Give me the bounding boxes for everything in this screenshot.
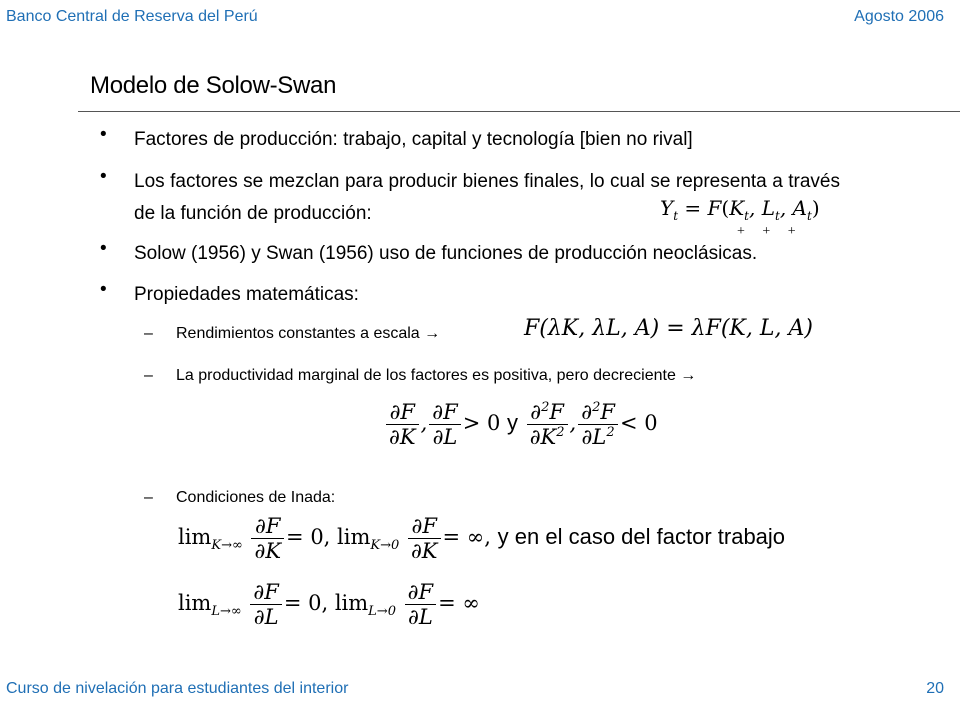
sub-inada: Condiciones de Inada: [176, 489, 336, 506]
sub-marker: – [144, 489, 153, 506]
title-rule [78, 111, 960, 112]
page-number: 20 [926, 680, 944, 697]
footer-course: Curso de nivelación para estudiantes del interior [6, 680, 349, 697]
sub-productividad: La productividad marginal de los factores es positiva, pero decreciente → [176, 367, 697, 384]
bullet-solow-swan: Solow (1956) y Swan (1956) uso de funciones de producción neoclásicas. [134, 243, 758, 264]
inada-note: y en el caso del factor trabajo [497, 524, 786, 549]
bullet-marker: • [100, 279, 107, 300]
bullet-mezcla: Los factores se mezclan para producir bienes finales, lo cual se representa a través de la función de producción: [134, 171, 840, 224]
bullet-marker: • [100, 124, 107, 145]
arrow-icon: → [424, 325, 441, 342]
inada-capital: $\lim_{K\to\infty}$ $\frac{\partial F}{\partial K}$ = 0, $\lim_{K\to 0}$ $\frac{\partial F}{\partial K}$ = ∞, y en el caso del factor trabajo [178, 514, 786, 563]
bullet-propiedades: Propiedades matemáticas: [134, 284, 359, 305]
bullet-marker: • [100, 238, 107, 259]
production-function: $Y_t = F(K_t$, $L_t$, $A_t$) [656, 196, 824, 223]
sub-rendimientos: Rendimientos constantes a escala → [176, 325, 441, 342]
inada-labor: $\lim_{L\to\infty}$ $\frac{\partial F}{\partial L}$ = 0, $\lim_{L\to 0}$ $\frac{\partial F}{\partial L}$ = ∞ [178, 580, 480, 629]
production-signs: + + + [737, 224, 796, 239]
header-institution: Banco Central de Reserva del Perú [6, 8, 258, 25]
sub-marker: – [144, 367, 153, 384]
arrow-icon: → [680, 367, 697, 384]
bullet-marker: • [100, 166, 107, 187]
slide-title: Modelo de Solow-Swan [90, 72, 337, 99]
marginal-conditions: $\frac{\partial F}{\partial K}$ , $\frac{\partial F}{\partial L}$ > 0 y $\frac{\partial^2F}{\partial K^2}$ , $\frac{\partial^2F}{\partial L^2}$ < 0 [384, 400, 658, 449]
crs-equation: F(λK, λL, A) = λF(K, L, A) [524, 316, 813, 341]
connector-y: y [507, 410, 519, 435]
sub-marker: – [144, 325, 153, 342]
header-date: Agosto 2006 [854, 8, 944, 25]
bullet-factores: Factores de producción: trabajo, capital y tecnología [bien no rival] [134, 129, 693, 150]
